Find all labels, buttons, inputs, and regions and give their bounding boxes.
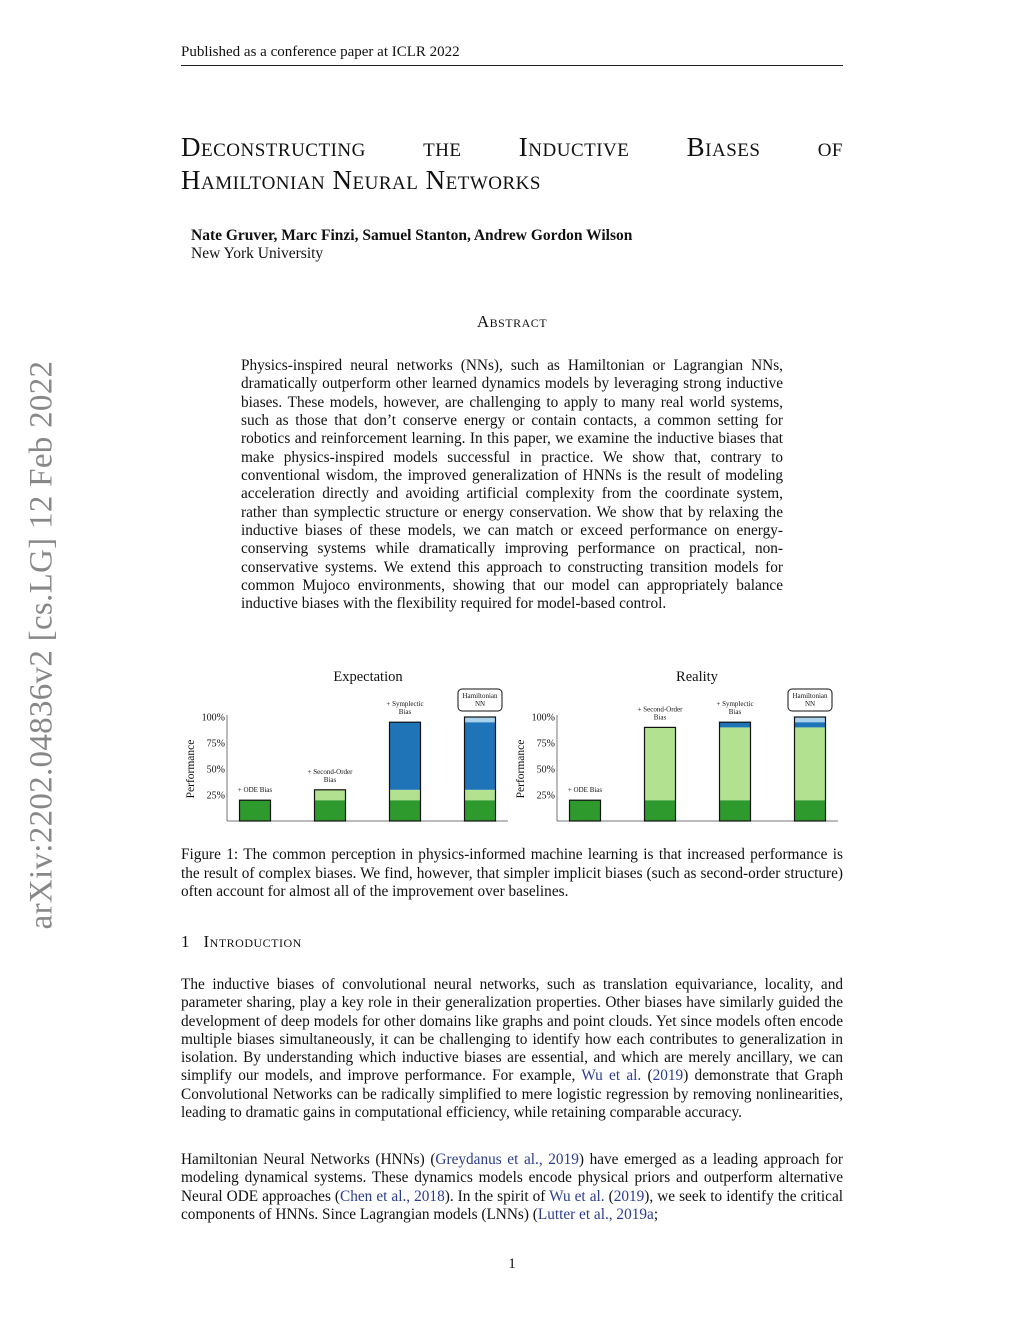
bar-segment (390, 790, 421, 800)
bar-label: Bias (728, 708, 742, 717)
bar-label: NN (804, 700, 816, 708)
text: Hamiltonian Neural Networks (HNNs) ( (181, 1151, 436, 1168)
section-heading (181, 932, 302, 952)
bar-segment (465, 790, 496, 800)
figure-caption: Figure 1: The common perception in physics-informed machine learning is that increased performance is the result of complex biases. We find, however, that simpler implicit biases (such as second-order structure) often account for almost all of the improvement over baselines. (181, 846, 843, 901)
y-tick-label: 50% (536, 764, 555, 776)
text: ). In the spirit of (444, 1187, 550, 1205)
affiliation: New York University (191, 245, 324, 262)
text: ( (641, 1067, 653, 1085)
bar-label: + ODE Bias (237, 786, 273, 795)
bar-label: + ODE Bias (567, 786, 603, 795)
chart-title: Reality (676, 669, 718, 685)
y-tick-label: 75% (536, 738, 555, 750)
bar-segment (720, 722, 751, 727)
intro-paragraph-2 (181, 1151, 843, 1224)
y-tick-label: 100% (201, 712, 225, 724)
bar-segment (645, 727, 676, 800)
section-number: 1 (181, 932, 190, 951)
running-header: Published as a conference paper at ICLR 2022 (181, 44, 460, 60)
bar-label: + Second-Order (637, 705, 683, 714)
header-rule (181, 65, 843, 66)
text: The inductive biases of convolutional neural networks, such as translation equivariance, locality, and parameter sharing, play a key role in their generalization properties. Other biases have similarly guided the development of deep models for other domains like graphs and point clouds. Yet since models often encode multiple biases simultaneously, it can be challenging to identify how each contributes to generalization in isolation. By understanding which inductive biases are essential, and which are merely ancillary, we can simplify our models, and improve performance. For example, (181, 976, 843, 1085)
bar-label: Hamiltonian (792, 692, 828, 700)
bar-segment (795, 717, 826, 722)
paper-title-line2: Hamiltonian Neural Networks (181, 165, 541, 195)
abstract-text: Physics-inspired neural networks (NNs), such as Hamiltonian or Lagrangian NNs, dramatically outperform other learned dynamics models by leveraging strong inductive biases. These models, however, are challenging to apply to many real world systems, such as those that don’t conserve energy or contain contacts, a common setting for robotics and reinforcement learning. In this paper, we examine the inductive biases that make physics-inspired models successful in practice. We show that, contrary to conventional wisdom, the improved generalization of HNNs is the result of modeling acceleration directly and avoiding artificial complexity from the coordinate system, rather than symplectic structure or energy conservation. We show that by relaxing the inductive biases of these models, we can match or exceed performance on energy-conserving systems while dramatically improving performance on practical, non-conservative systems. We extend this approach to constructing transition models for common Mujoco environments, showing that our model can appropriately balance inductive biases with the flexibility required for model-based control. (241, 357, 783, 613)
citation-link[interactable]: Greydanus et al., 2019 (435, 1151, 579, 1168)
bar-segment (720, 727, 751, 800)
bar-segment (465, 722, 496, 790)
citation-link[interactable]: Wu et al. (581, 1067, 642, 1085)
citation-link[interactable]: Wu et al. (549, 1187, 605, 1205)
bar-label: Bias (653, 713, 667, 722)
bar-segment (390, 800, 421, 821)
y-tick-label: 25% (206, 790, 225, 802)
bar-segment (795, 800, 826, 821)
bar-segment (570, 800, 601, 821)
intro-paragraph-1 (181, 976, 843, 1122)
bar-segment (315, 790, 346, 800)
y-tick-label: 100% (531, 712, 555, 724)
citation-link[interactable]: 2019 (652, 1067, 684, 1085)
authors: Nate Gruver, Marc Finzi, Samuel Stanton, Andrew Gordon Wilson (191, 227, 633, 244)
bar-segment (465, 717, 496, 722)
bar-label: + Symplectic (386, 700, 424, 709)
citation-link[interactable]: 2019 (613, 1187, 645, 1205)
y-axis-label: Performance (185, 739, 197, 799)
citation-link[interactable]: Lutter et al., 2019a (537, 1205, 654, 1223)
page-number: 1 (508, 1256, 516, 1272)
y-tick-label: 50% (206, 764, 225, 776)
bar-segment (720, 800, 751, 821)
bar-label: + Symplectic (716, 700, 754, 709)
bar-label: NN (474, 700, 486, 708)
bar-label: Hamiltonian (462, 692, 498, 700)
bar-segment (315, 800, 346, 821)
y-tick-label: 25% (536, 790, 555, 802)
chart-title: Expectation (333, 669, 403, 685)
y-tick-label: 75% (206, 738, 225, 750)
text: ) demonstrate that Graph Convolutional Networks can be radically simplified to mere logistic regression by removing nonlinearities, leading to dramatic gains in computational efficiency, while retaining comparable accuracy. (181, 1067, 844, 1122)
citation-link[interactable]: Chen et al., 2018 (340, 1187, 445, 1205)
bar-segment (645, 800, 676, 821)
bar-label: Bias (323, 775, 337, 784)
text: ( (604, 1187, 614, 1205)
y-axis-label: Performance (515, 739, 527, 799)
bar-segment (795, 722, 826, 727)
text: ), we seek to identify the critical components of HNNs. Since Lagrangian models (LNNs) ( (181, 1187, 843, 1223)
bar-segment (795, 727, 826, 800)
arxiv-stamp: arXiv:2202.04836v2 [cs.LG] 12 Feb 2022 (23, 360, 60, 930)
figure-1 (180, 660, 850, 830)
bar-segment (465, 800, 496, 821)
paper-title-line1: Deconstructing the Inductive Biases of (181, 132, 843, 162)
section-title: Introduction (203, 932, 302, 951)
text: ) have emerged as a leading approach for modeling dynamical systems. These dynamics models encode physical priors and outperform alternative Neural ODE approaches ( (181, 1151, 843, 1205)
bar-label: + Second-Order (307, 767, 353, 776)
bar-segment (240, 800, 271, 821)
text: ; (653, 1205, 659, 1223)
bar-label: Bias (398, 708, 412, 717)
abstract-heading: Abstract (476, 312, 548, 331)
bar-segment (390, 722, 421, 790)
